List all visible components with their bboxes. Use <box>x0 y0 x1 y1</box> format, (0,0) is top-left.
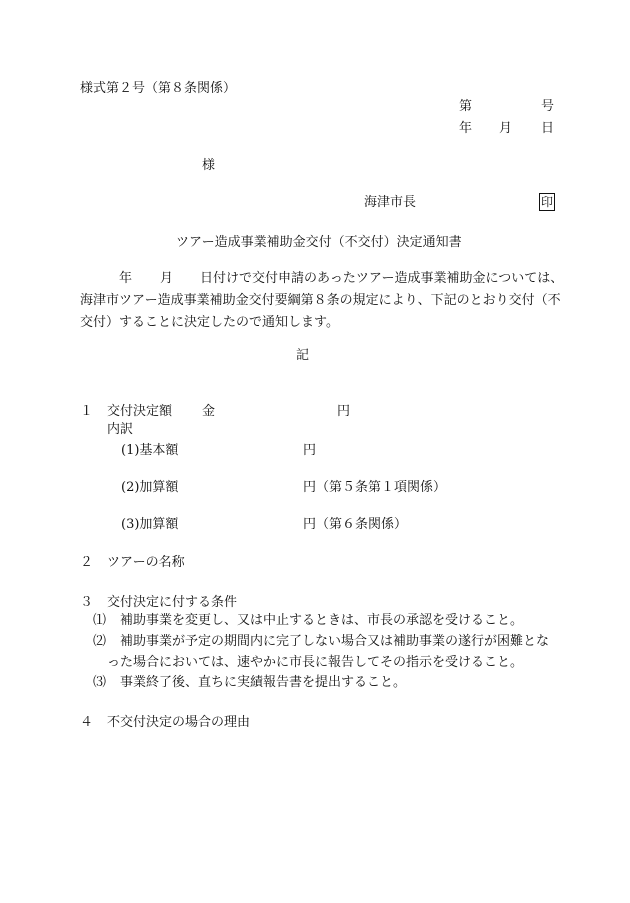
issuer-mayor: 海津市長 <box>364 195 417 210</box>
condition-2-number: ⑵ <box>93 634 107 649</box>
section-2-label: ツアーの名称 <box>107 555 185 570</box>
condition-2-text: 補助事業が予定の期間内に完了しない場合又は補助事業の遂行が困難とな <box>120 634 550 649</box>
document-title: ツアー造成事業補助金交付（不交付）決定通知書 <box>176 235 462 250</box>
doc-number-go: 号 <box>541 99 555 114</box>
form-number: 様式第２号（第８条関係） <box>80 81 237 96</box>
section-1-breakdown: 内訳 <box>107 422 134 437</box>
condition-3-number: ⑶ <box>93 675 107 690</box>
body-line-1: 日付けで交付申請のあったツアー造成事業補助金については、 <box>200 271 564 286</box>
condition-3-text: 事業終了後、直ちに実績報告書を提出すること。 <box>120 675 407 690</box>
seal-stamp: 印 <box>540 195 553 209</box>
breakdown-item-1-label: (1)基本額 <box>121 443 179 458</box>
condition-1-text: 補助事業を変更し、又は中止するときは、市長の承認を受けること。 <box>120 613 524 628</box>
breakdown-item-2-label: (2)加算額 <box>121 480 179 495</box>
section-1-kin: 金 <box>202 404 216 419</box>
section-1-label: 交付決定額 <box>107 404 173 419</box>
ki-heading: 記 <box>296 348 310 363</box>
breakdown-item-1-yen: 円 <box>303 443 317 458</box>
addressee-sama: 様 <box>202 158 216 173</box>
section-2-number: ２ <box>80 555 94 570</box>
section-1-number: １ <box>80 404 94 419</box>
condition-1-number: ⑴ <box>93 613 107 628</box>
body-date-nen: 年 <box>119 271 133 286</box>
date-nen: 年 <box>459 121 473 136</box>
section-3-number: ３ <box>80 595 94 610</box>
body-line-2: 海津市ツアー造成事業補助金交付要綱第８条の規定により、下記のとおり交付（不 <box>80 293 561 308</box>
breakdown-item-2-yen: 円（第５条第１項関係） <box>303 480 447 495</box>
doc-number-dai: 第 <box>459 99 473 114</box>
section-4-label: 不交付決定の場合の理由 <box>107 715 251 730</box>
breakdown-item-3-yen: 円（第６条関係） <box>303 517 408 532</box>
section-1-yen: 円 <box>337 404 351 419</box>
date-tsuki: 月 <box>499 121 513 136</box>
section-3-label: 交付決定に付する条件 <box>107 595 238 610</box>
date-hi: 日 <box>541 121 555 136</box>
body-line-3: 交付）することに決定したので通知します。 <box>80 315 339 330</box>
section-4-number: ４ <box>80 715 94 730</box>
breakdown-item-3-label: (3)加算額 <box>121 517 179 532</box>
body-date-tsuki: 月 <box>160 271 174 286</box>
condition-2-continuation: った場合においては、速やかに市長に報告してその指示を受けること。 <box>107 655 524 670</box>
